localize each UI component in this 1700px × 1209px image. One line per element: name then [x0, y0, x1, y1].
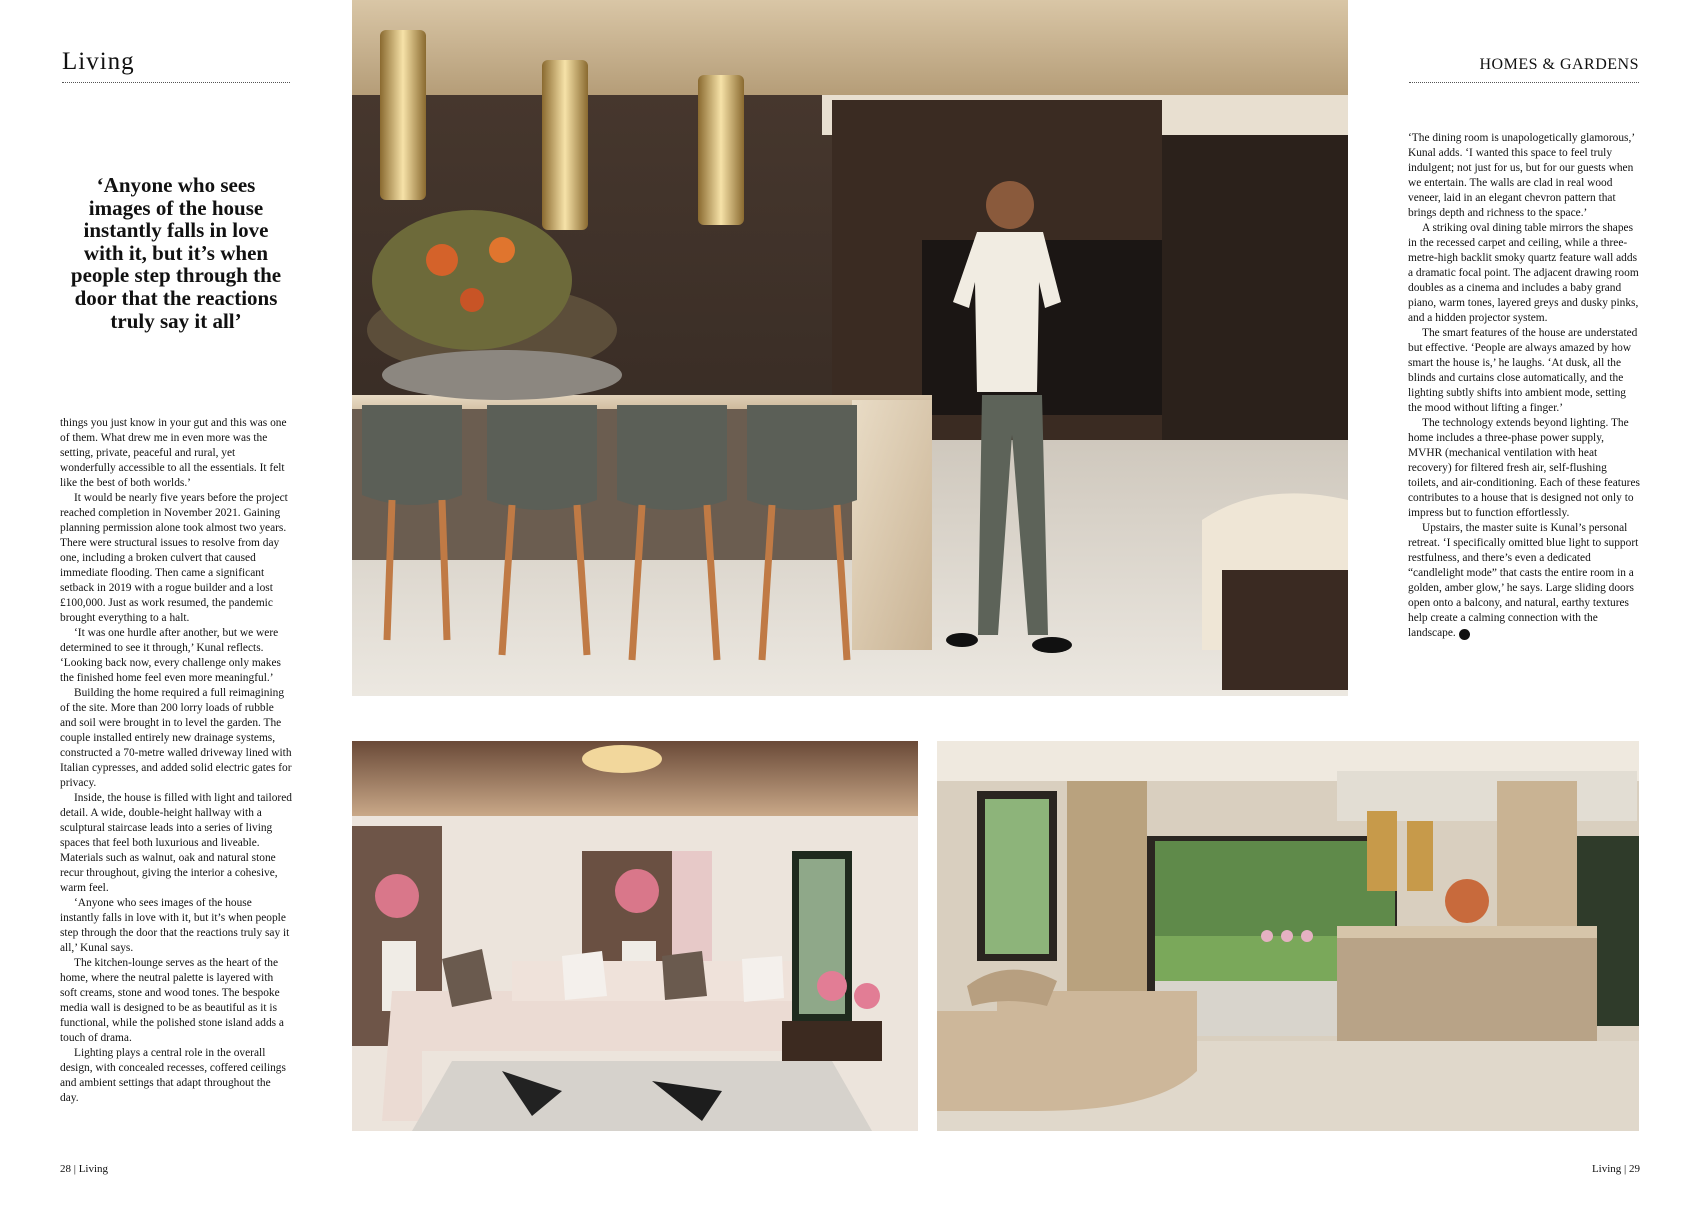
paragraph: ‘Anyone who sees images of the house instantly falls in love with it, but it’s when people step through the door that the reactions truly say it all,’ Kunal says.: [60, 897, 290, 954]
left-text-column: [60, 416, 292, 1106]
folio-separator: |: [73, 1163, 76, 1175]
folio-separator: |: [1624, 1163, 1627, 1175]
right-text-column: [1408, 131, 1640, 641]
section-title: Living: [62, 48, 290, 83]
paragraph: ‘The dining room is unapologetically glamorous,’ Kunal adds. ‘I wanted this space to feel truly indulgent; not just for us, but for our guests when we entertain. The walls are clad in real wood veneer, laid in an elegant chevron pattern that brings depth and richness to the space.’: [1408, 132, 1635, 219]
folio-label: Living: [1591, 1163, 1622, 1175]
paragraph: Inside, the house is filled with light and tailored detail. A wide, double-height hallway with a sculptural staircase leads into a series of living spaces that feel both luxurious and liveable. Materials such as walnut, oak and natural stone recur throughout, giving the interior a cohesive, warm feel.: [60, 792, 292, 894]
paragraph: things you just know in your gut and this was one of them. What drew me in even more was the setting, private, peaceful and rural, yet wonderfully accessible to all the essentials. It felt like the best of both worlds.’: [60, 417, 287, 489]
magazine-title: HOMES & GARDENS: [1409, 56, 1639, 83]
paragraph: A striking oval dining table mirrors the shapes in the recessed carpet and ceiling, while a three-metre-high backlit smoky quartz feature wall adds a dramatic focal point. The adjacent drawing room doubles as a cinema and includes a baby grand piano, warm tones, layered greys and dusky pinks, and a hidden projector system.: [1408, 222, 1639, 324]
paragraph-text: Upstairs, the master suite is Kunal’s personal retreat. ‘I specifically omitted blue light to support restfulness, and there’s even a dedicated “candlelight mode” that casts the entire room in a golden, amber glow,’ he says. Large sliding doors open onto a balcony, and natural, earthy textures help create a calming connection with the landscape.: [1408, 522, 1639, 639]
paragraph: ‘It was one hurdle after another, but we were determined to see it through,’ Kunal reflects. ‘Looking back now, every challenge only makes the finished home feel even more meaningful.’: [60, 627, 281, 684]
paragraph: The smart features of the house are understated but effective. ‘People are always amazed by how smart the house is,’ he laughs. ‘At dusk, all the blinds and curtains close automatically, and the lighting subtly shifts into ambient mode, setting the mood without lifting a finger.’: [1408, 327, 1638, 414]
kitchen-island-photo: [352, 0, 1348, 696]
paragraph: The technology extends beyond lighting. The home includes a three-phase power supply, MVHR (mechanical ventilation with heat recovery) for filtered fresh air, self-flushing toilets, and air-conditioning. Each of these features contributes to a house that is designed not only to impress but to function effortlessly.: [1408, 417, 1640, 519]
arrow-right-circle-icon: ➜: [1459, 629, 1470, 640]
folio-left: [60, 1163, 108, 1175]
folio-label: Living: [78, 1163, 109, 1175]
paragraph: Building the home required a full reimagining of the site. More than 200 lorry loads of rubble and soil were brought in to level the garden. The couple installed entirely new drainage systems, constructed a 70-metre walled driveway lined with Italian cypresses, and added solid electric gates for privacy.: [60, 687, 292, 789]
paragraph: The kitchen-lounge serves as the heart of the home, where the neutral palette is layered with soft creams, stone and wood tones. The bespoke media wall is designed to be as beautiful as it is functional, while the polished stone island adds a touch of drama.: [60, 957, 284, 1044]
lounge-photo: [352, 741, 918, 1131]
paragraph: It would be nearly five years before the project reached completion in November 2021. Gaining planning permission alone took almost two years. There were structural issues to resolve from day one, including a broken culvert that caused immediate flooding. Then came a significant setback in 2019 with a rogue builder and a lost £100,000. Just as work resumed, the pandemic brought everything to a halt.: [60, 492, 288, 624]
folio-right: [1592, 1163, 1640, 1175]
paragraph: Lighting plays a central role in the overall design, with concealed recesses, coffered ceilings and ambient settings that adapt throughout the day.: [60, 1047, 286, 1104]
page-number: 29: [1629, 1163, 1640, 1175]
pull-quote: ‘Anyone who sees images of the house instantly falls in love with it, but it’s when people step through the door that the reactions truly say it all’: [70, 173, 282, 333]
paragraph: [1408, 521, 1640, 641]
page-number: 28: [60, 1163, 71, 1175]
open-plan-kitchen-photo: [937, 741, 1639, 1131]
